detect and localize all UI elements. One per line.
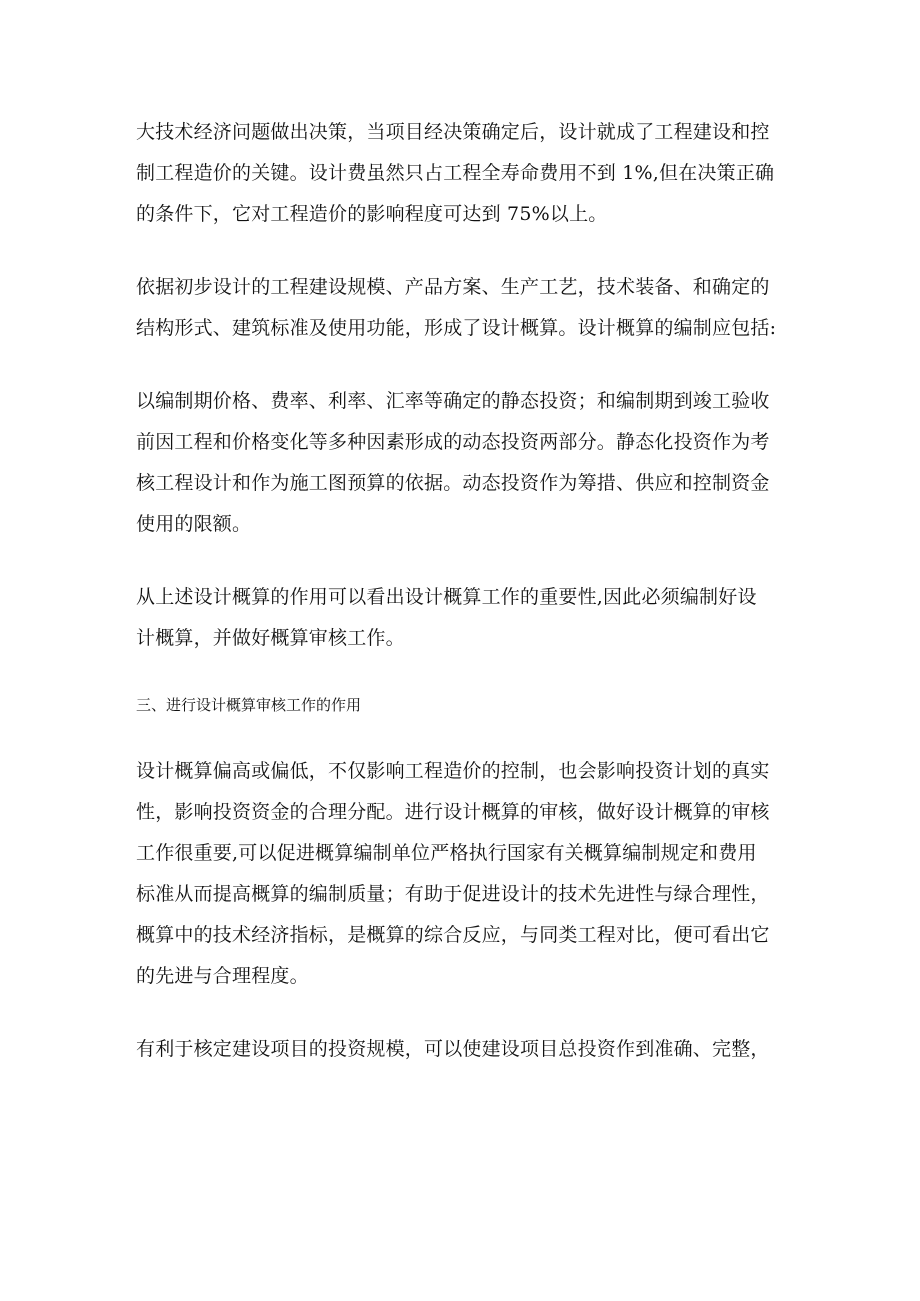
text-line: 标准从而提高概算的编制质量；有助于促进设计的技术先进性与绿合理性， bbox=[136, 883, 770, 905]
document-body bbox=[136, 112, 796, 1102]
paragraph-design-decision bbox=[136, 112, 796, 235]
paragraph-static-dynamic-investment bbox=[136, 381, 796, 545]
text-line: 前因工程和价格变化等多种因素形成的动态投资两部分。静态化投资作为考 bbox=[136, 431, 770, 453]
text-line: 从上述设计概算的作用可以看出设计概算工作的重要性,因此必须编制好设 bbox=[136, 586, 757, 608]
text-line: 概算中的技术经济指标，是概算的综合反应，与同类工程对比，便可看出它 bbox=[136, 924, 770, 946]
text-line: 以编制期价格、费率、利率、汇率等确定的静态投资；和编制期到竣工验收 bbox=[136, 390, 770, 412]
text-line: 有利于核定建设项目的投资规模，可以使建设项目总投资作到准确、完整， bbox=[136, 1038, 770, 1060]
text-line: 大技术经济问题做出决策，当项目经决策确定后，设计就成了工程建设和控 bbox=[136, 121, 770, 143]
paragraph-review-role bbox=[136, 751, 796, 997]
text-line: 核工程设计和作为施工图预算的依据。动态投资作为筹措、供应和控制资金 bbox=[136, 472, 770, 494]
text-line: 性，影响投资资金的合理分配。进行设计概算的审核，做好设计概算的审核 bbox=[136, 801, 770, 823]
section-heading: 三、进行设计概算审核工作的作用 bbox=[136, 696, 362, 714]
text-line: 工作很重要,可以促进概算编制单位严格执行国家有关概算编制规定和费用 bbox=[136, 842, 757, 864]
text-line: 设计概算偏高或偏低，不仅影响工程造价的控制，也会影响投资计划的真实 bbox=[136, 760, 770, 782]
text-line: 的条件下，它对工程造价的影响程度可达到 75%以上。 bbox=[136, 203, 608, 225]
text-line: 计概算，并做好概算审核工作。 bbox=[136, 627, 405, 649]
text-line: 制工程造价的关键。设计费虽然只占工程全寿命费用不到 1%,但在决策正确 bbox=[136, 162, 775, 184]
text-line: 结构形式、建筑标准及使用功能，形成了设计概算。设计概算的编制应包括: bbox=[136, 317, 777, 339]
paragraph-design-estimate-basis bbox=[136, 267, 796, 349]
paragraph-importance bbox=[136, 577, 796, 659]
text-line: 依据初步设计的工程建设规模、产品方案、生产工艺，技术装备、和确定的 bbox=[136, 276, 770, 298]
text-line: 的先进与合理程度。 bbox=[136, 965, 309, 987]
paragraph-investment-scale bbox=[136, 1029, 796, 1070]
text-line: 使用的限额。 bbox=[136, 513, 252, 535]
